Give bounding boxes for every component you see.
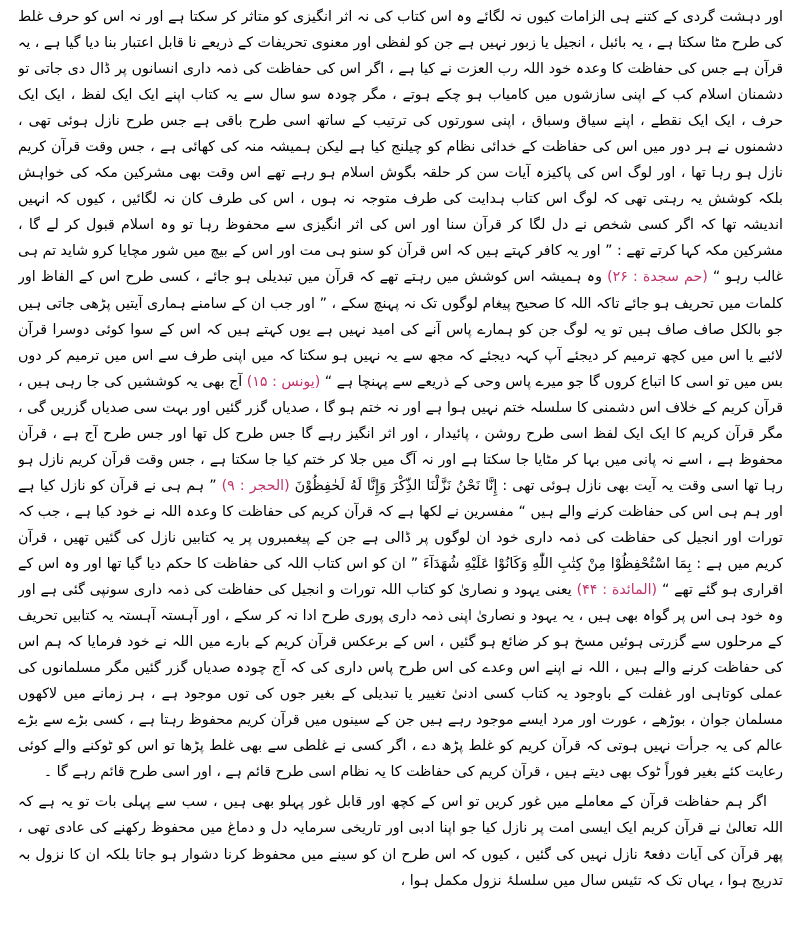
quran-reference: (یونس : ۱۵) [246,373,321,390]
text-run: ” ان کو اس کتاب اللہ کی حفاظت کا حکم دیا گیا تھا اور وہ اس کے اقراری ہو گئے تھے “ [18,555,783,599]
text-run: اگر ہم حفاظت قرآن کے معاملے میں غور کریں تو اس کے کچھ اور قابل غور پہلو بھی ہیں ، سب سے پہلی بات تو یہ ہے کہ اللہ تعالیٰ نے قرآن کریم ایک ایسی امت پر نازل کیا جو اپنا ادبی اور تاریخی سرمایہ دل و دماغ میں محفوظ رکھنے کی عادی تھی ، پھر قرآن کی آیات دفعۃً نازل نہیں کی گئیں ، کیوں کہ اس طرح ان کو سینے میں محفوظ کرنا دشوار ہو جاتا بلکہ ان کا نزول بہ تدریج ہوا ، یہاں تک کہ تئیس سال میں سلسلۂ نزول مکمل ہوا ، [18,794,783,889]
arabic-verse: بِمَا اسْتُحْفِظُوْا مِنْ كِتٰبِ اللّٰهِ وَكَانُوْا عَلَيْهِ شُهَدَآءَ [422,555,692,572]
text-run: ” ہم ہی نے قرآن کو نازل کیا ہے اور ہم ہی اس کی حفاظت کرنے والے ہیں “ مفسرین نے لکھا ہے کہ قرآن کریم کی حفاظت کا وعدہ اللہ نے خود کیا ہے ، جب کہ تورات اور انجیل کی حفاظت کی ذمہ داری خود ان لوگوں پر ڈالی ہے جن کے پیغمبروں پر یہ کتابیں نازل کی گئیں تھیں ، قرآن کریم میں ہے : [18,477,783,572]
quran-reference: (حم سجدة : ۲۶) [607,269,708,286]
text-run: آج بھی یہ کوششیں کی جا رہی ہیں ، قرآن کریم کے خلاف اس دشمنی کا سلسلہ ختم نہیں ہوا ہے اور نہ ختم ہو گا ، صدیاں گزر گئیں اور بہت سی صدیاں گزریں گی ، مگر قرآن کریم کا ایک ایک لفظ اسی طرح روشن ، پائیدار ، اور اثر انگیز رہے گا جس طرح کل تھا اور جس طرح آج ہے ، قرآن محفوظ ہے ، اسے نہ پانی میں بہا کر مٹایا جا سکتا ہے اور نہ آگ میں جلا کر ختم کیا جا سکتا ہے ، جس وقت قرآن کریم نازل ہو رہا تھا اسی وقت یہ آیت بھی نازل ہوئی تھی : [18,373,783,494]
text-run: وہ ہمیشہ اس کوشش میں رہتے تھے کہ قرآن میں تبدیلی ہو جائے ، کسی طرح اس کے الفاظ اور کلمات میں تحریف ہو جائے تاکہ اللہ کا صحیح پیغام لوگوں تک نہ پہنچ سکے ، ” اور جب ان کے سامنے ہماری آیتیں پڑھی جاتی ہیں جو بالکل صاف صاف ہیں تو یہ لوگ جن کو ہمارے پاس آنے کی امید نہیں ہے یوں کہتے ہیں کہ اس کے سوا کوئی دوسرا قرآن لائیے یا اس میں کچھ ترمیم کر دیجئے آپ کہہ دیجئے کہ مجھ سے یہ نہیں ہو سکتا کہ میں اپنی طرف سے اس میں ترمیم کر دوں بس میں تو اسی کا اتباع کروں گا جو میرے پاس وحی کے ذریعے سے پہنچا ہے “ [18,269,783,390]
quran-reference: (المائدة : ۴۴) [576,582,658,599]
arabic-verse: إِنَّا نَحْنُ نَزَّلْنَا الذِّكْرَ وَإِنَّا لَهُ لَحٰفِظُوْنَ [294,477,498,494]
document-page [18,4,783,936]
text-run: اور دہشت گردی کے کتنے ہی الزامات کیوں نہ لگائے وہ اس کتاب کی نہ اثر انگیزی کو متاثر کر سکتا ہے اور نہ اس کو حرف غلط کی طرح مٹا سکتا ہے ، یہ بائبل ، انجیل یا زبور نہیں ہے جن کو لفظی اور معنوی تحریفات کے ذریعے نا قابل اعتبار بنا دیا گیا ہے ، یہ قرآن ہے جس کی حفاظت کا وعدہ خود اللہ رب العزت نے کیا ہے ، اگر اس کی حفاظت کی ذمہ داری انسانوں پر ڈال دی جاتی تو دشمنان اسلام کب کے اپنی سازشوں میں کامیاب ہو چکے ہوتے ، مگر چودہ سو سال سے یہ کتاب اپنے ایک ایک لفظ ، ایک ایک حرف ، ایک ایک نقطے ، اپنے سیاق وسباق ، اپنی سورتوں کی ترتیب کے ساتھ اسی طرح باقی ہے جس طرح نازل ہوئی تھی ، دشمنوں نے ہر دور میں اس کی حفاظت کے خدائی نظام کو چیلنج کیا ہے لیکن ہمیشہ منہ کی کھائی ہے ، جس وقت قرآن کریم نازل ہو رہا تھا ، اور لوگ اس کی پاکیزہ آیات سن کر حلقہ بگوش اسلام ہو رہے تھے اس وقت بھی مشرکین مکہ کی خواہش بلکہ کوشش یہ رہتی تھی کہ لوگ اس کتاب ہدایت کی طرف متوجہ نہ ہوں ، اس کی طرف کان نہ لگائیں ، کیوں کہ انہیں اندیشہ تھا کہ اگر کسی شخص نے دل لگا کر قرآن سنا اور اس کی اثر انگیزی سے محفوظ رہا تو وہ اسلام قبول کر لے گا ، مشرکین مکہ کہا کرتے تھے : ” اور یہ کافر کہتے ہیں کہ اس قرآن کو سنو ہی مت اور اس کے بیچ میں شور مچایا کرو شاید تم ہی غالب رہو “ [18,9,783,286]
document-body [18,4,783,894]
paragraph [18,4,783,785]
text-run: یعنی یہود و نصاریٰ کو کتاب اللہ تورات و انجیل کی حفاظت کی ذمہ داری سونپی گئی ہے اور وہ خود ہی اس پر گواہ بھی ہیں ، یہ یہود و نصاریٰ اپنی ذمہ داری پوری طرح ادا نہ کر سکے ، اور آہستہ آہستہ یہ کتابیں تحریف کے مرحلوں سے گزرتی ہوئیں مسخ ہو کر ضائع ہو گئیں ، اس کے برعکس قرآن کریم کے بارے میں اللہ نے خود فرمایا کہ ہم اس کی حفاظت کرنے والے ہیں ، اللہ نے اپنے اس وعدے کی اس طرح پاس داری کی کہ آج چودہ صدیاں گزر گئیں مگر مسلمانوں کی عملی کوتاہی اور غفلت کے باوجود یہ کتاب کسی ادنیٰ تغییر یا تبدیلی کے بغیر جوں کی توں موجود ہے ، ہر زمانے میں لاکھوں مسلمان جوان ، بوڑھے ، عورت اور مرد ایسے موجود رہے ہیں جن کے سینوں میں قرآن کریم محفوظ رہتا ہے ، کسی بڑے سے بڑے عالم کی یہ جرأت نہیں ہوتی کہ قرآن کریم کو غلط پڑھ دے ، اگر کسی نے غلطی سے بھی غلط پڑھا تو اس کو ٹوکنے والے کوئی رعایت کئے بغیر فوراً ٹوک بھی دیتے ہیں ، قرآن کریم کی حفاظت کا یہ نظام اسی طرح قائم ہے ، اور اسی طرح قائم رہے گا ۔ [18,582,783,781]
paragraph [18,789,783,893]
quran-reference: (الحجر : ۹) [221,477,290,494]
